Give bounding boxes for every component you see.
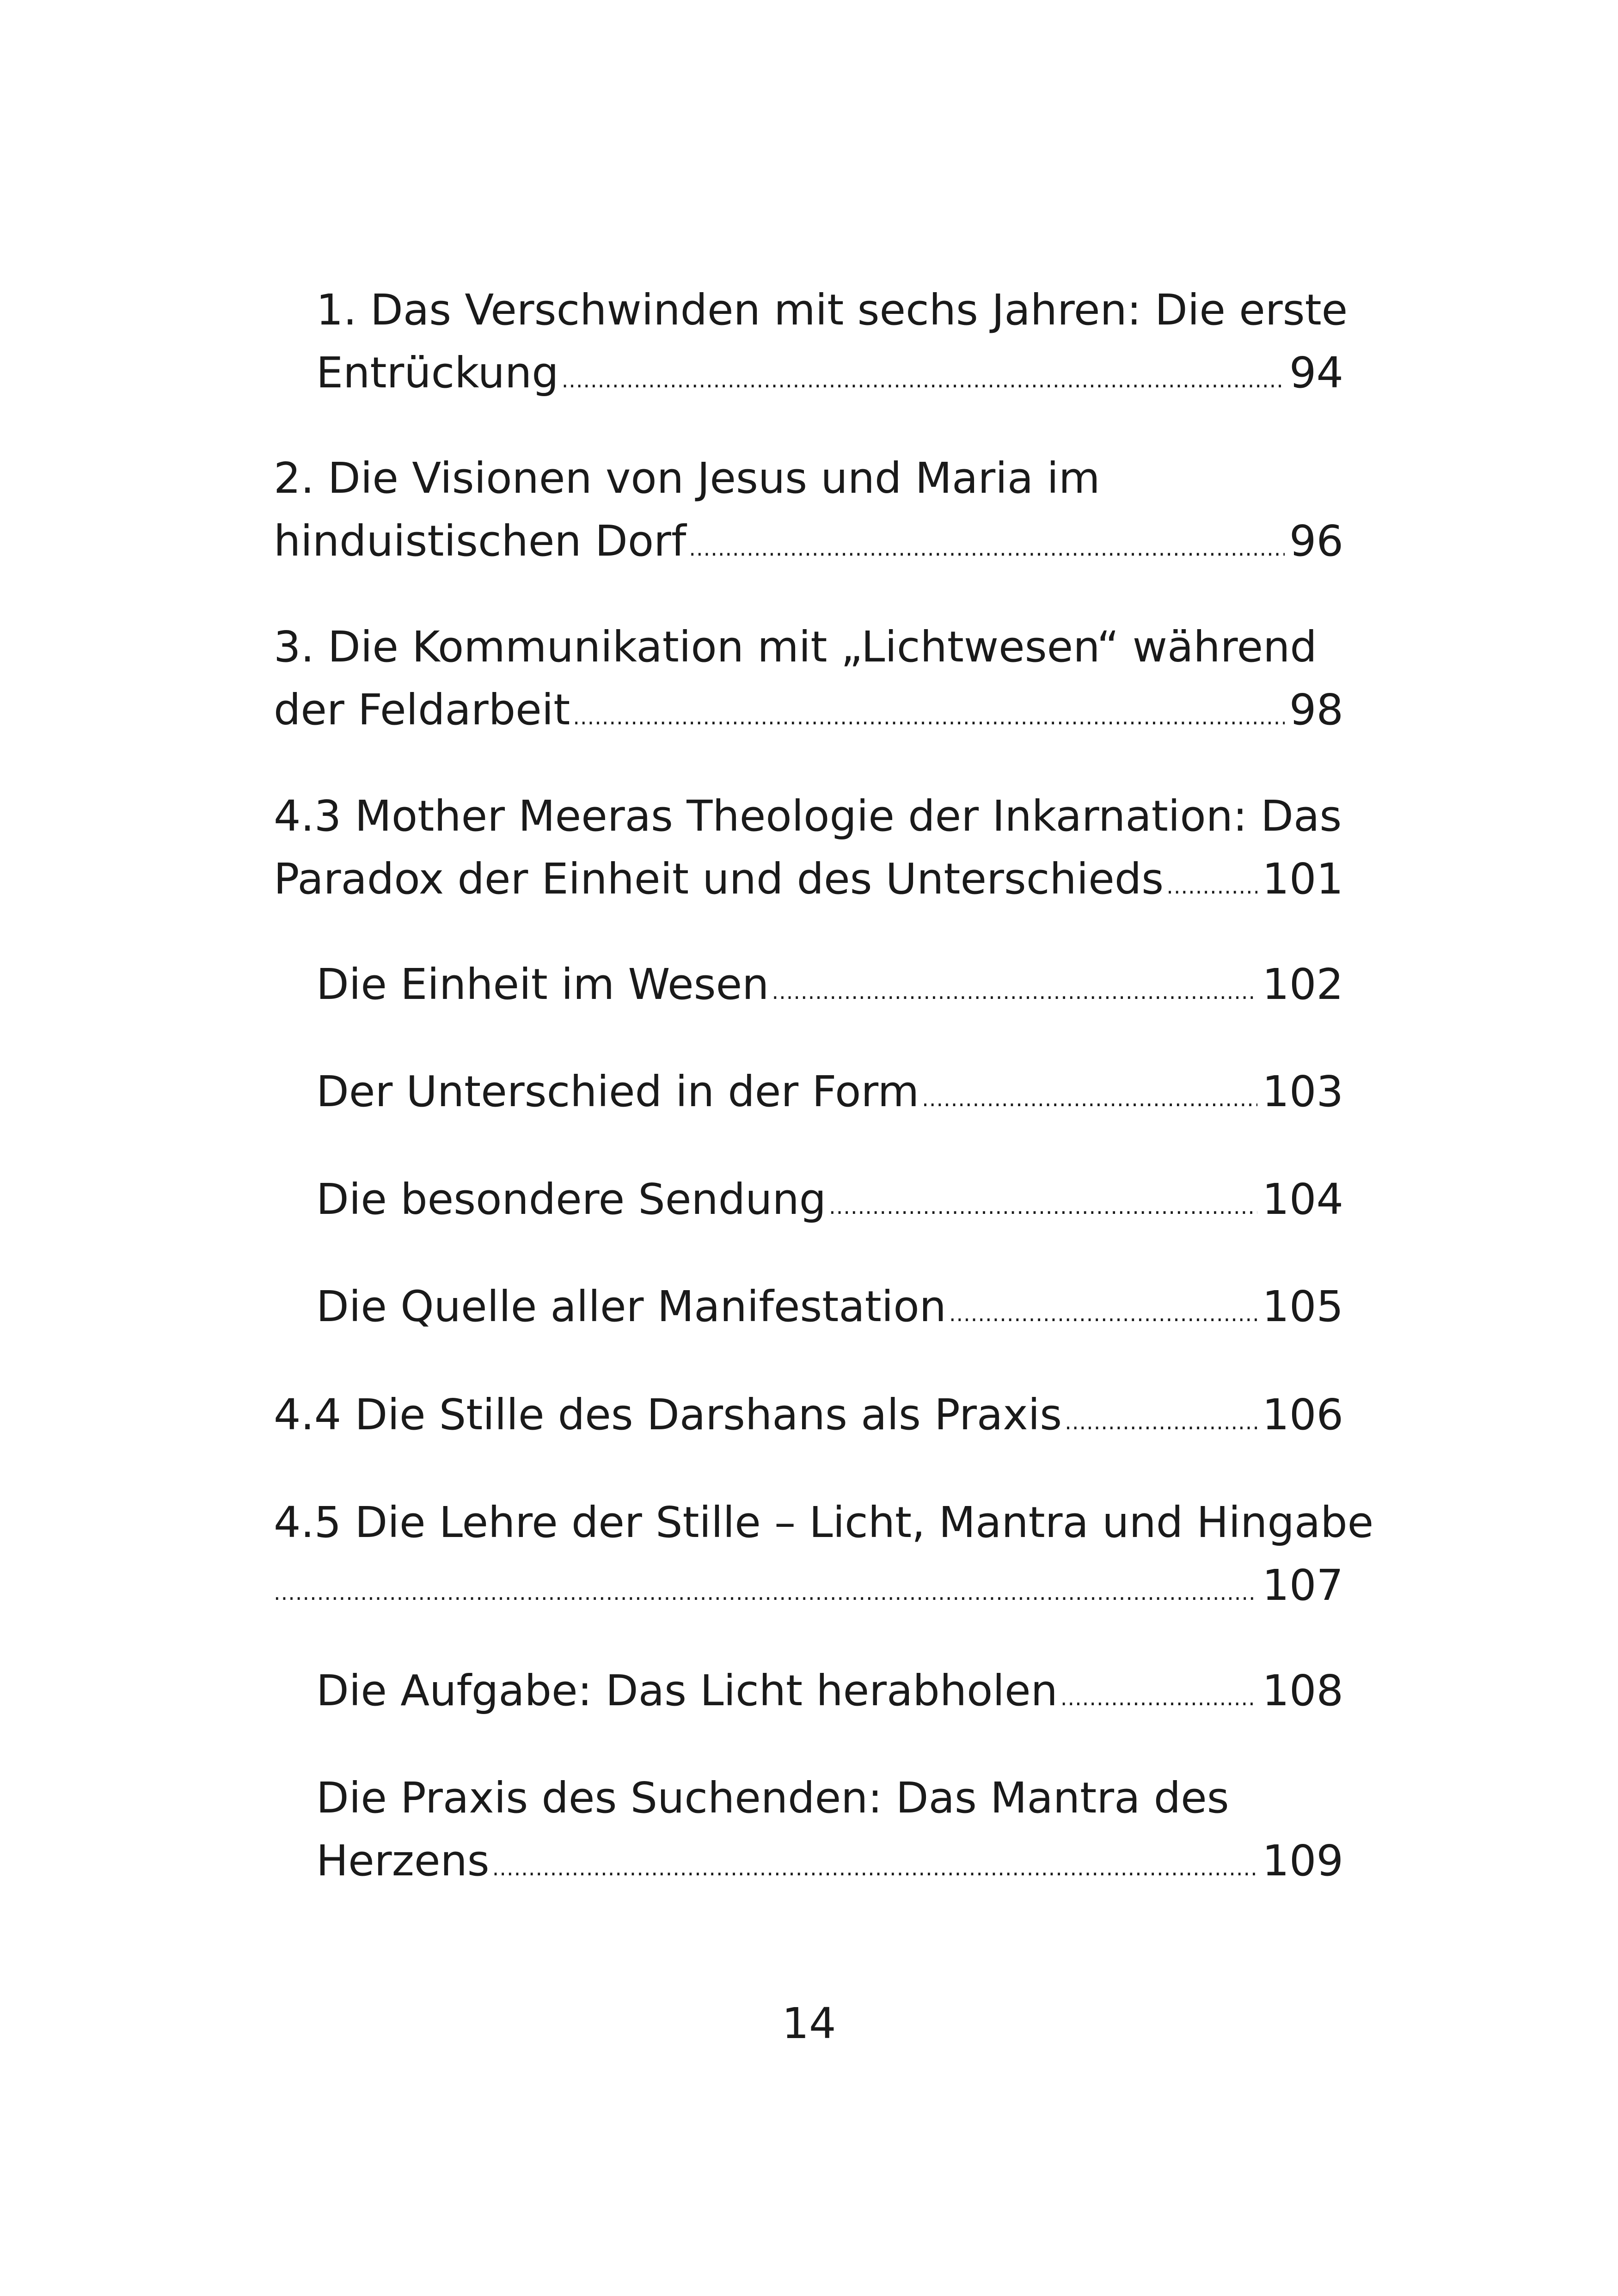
toc-entry-title-line: Die Aufgabe: Das Licht herabholen — [316, 1666, 1058, 1715]
toc-entry-title-line: 3. Die Kommunikation mit „Lichtwesen“ während — [274, 622, 1317, 672]
toc-page-number: 105 — [1262, 1282, 1343, 1331]
toc-entry-title-line: 2. Die Visionen von Jesus und Maria im — [274, 453, 1100, 503]
toc-page-number: 106 — [1262, 1390, 1343, 1439]
toc-entry[interactable] — [274, 447, 1343, 580]
toc-entry-title-line: Paradox der Einheit und des Unterschieds — [274, 854, 1164, 904]
toc-entry[interactable] — [316, 953, 1343, 1023]
dot-leader — [492, 1830, 1258, 1899]
dot-leader — [829, 1168, 1257, 1238]
dot-leader — [1166, 848, 1257, 918]
toc-page-number: 104 — [1262, 1175, 1343, 1224]
dot-leader — [922, 1060, 1257, 1130]
dot-leader — [772, 953, 1257, 1023]
toc-entry-title-line: Entrückung — [316, 348, 559, 398]
toc-entry-title-line: 4.5 Die Lehre der Stille – Licht, Mantra und Hingabe — [274, 1498, 1374, 1547]
toc-page-number: 108 — [1262, 1666, 1343, 1715]
toc-entry-title-line: Die Praxis des Suchenden: Das Mantra des — [316, 1773, 1229, 1823]
dot-leader — [562, 342, 1285, 411]
toc-entry[interactable] — [316, 1168, 1343, 1238]
toc-page-number: 109 — [1262, 1836, 1343, 1886]
dot-leader — [689, 510, 1285, 580]
toc-entry-title-line: Der Unterschied in der Form — [316, 1067, 919, 1116]
dot-leader — [274, 1554, 1257, 1624]
toc-entry[interactable] — [274, 785, 1343, 918]
toc-page-number: 107 — [1262, 1561, 1343, 1610]
toc-entry[interactable] — [316, 1275, 1343, 1345]
toc-entry[interactable] — [316, 1767, 1343, 1899]
page-number: 14 — [782, 1999, 836, 2048]
toc-page-number: 98 — [1289, 685, 1343, 735]
toc-entry[interactable] — [316, 1060, 1343, 1130]
dot-leader — [1060, 1659, 1258, 1729]
toc-page-number: 101 — [1262, 854, 1343, 904]
toc-entry-title-line: 4.4 Die Stille des Darshans als Praxis — [274, 1390, 1062, 1439]
toc-entry-title-line: Die Einheit im Wesen — [316, 960, 769, 1009]
dot-leader — [949, 1275, 1257, 1345]
toc-entry[interactable] — [316, 1659, 1343, 1729]
toc-entry-title-line: Herzens — [316, 1836, 490, 1886]
toc-entry-title-line: hinduistischen Dorf — [274, 516, 686, 566]
toc-entry-title-line: der Feldarbeit — [274, 685, 570, 735]
dot-leader — [1065, 1384, 1257, 1453]
toc-entry[interactable] — [274, 1384, 1343, 1453]
toc-entry[interactable] — [274, 616, 1343, 748]
toc-page-number: 94 — [1289, 348, 1343, 398]
toc-page-number: 96 — [1289, 516, 1343, 566]
toc-page-number: 102 — [1262, 960, 1343, 1009]
dot-leader — [573, 679, 1285, 748]
toc-entry-title-line: 4.3 Mother Meeras Theologie der Inkarnation: Das — [274, 791, 1342, 841]
toc-entry[interactable] — [316, 279, 1348, 411]
toc-entry-title-line: Die Quelle aller Manifestation — [316, 1282, 946, 1331]
toc-entry-title-line: Die besondere Sendung — [316, 1175, 827, 1224]
toc-page-number: 103 — [1262, 1067, 1343, 1116]
toc-entry-title-line: 1. Das Verschwinden mit sechs Jahren: Die erste — [316, 285, 1348, 335]
toc-entry[interactable] — [274, 1491, 1374, 1624]
